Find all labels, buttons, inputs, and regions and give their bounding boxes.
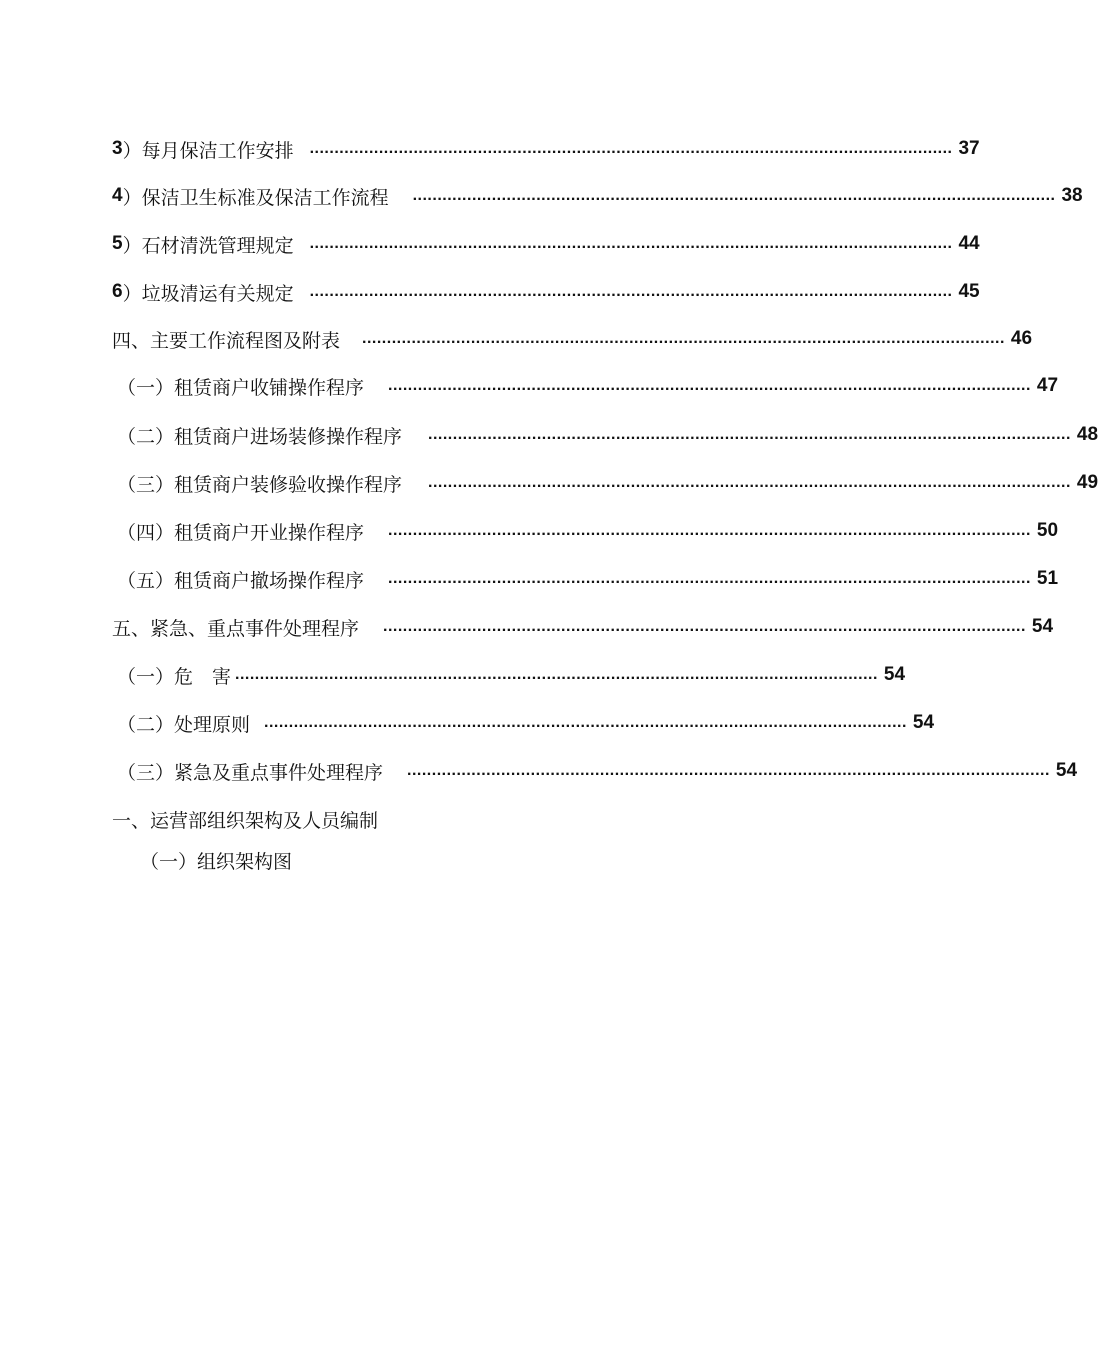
toc-entry[interactable] [117, 660, 906, 690]
toc-entry[interactable] [112, 324, 1033, 354]
toc-entry-label: （四）租赁商户开业操作程序 [117, 521, 365, 544]
toc-entry[interactable] [112, 277, 980, 307]
toc-leader-dots: .................................................................................................................................. [412, 187, 1056, 204]
toc-leader-dots: .................................................................................................................................. [388, 522, 1031, 539]
toc-entry[interactable] [117, 516, 1059, 546]
toc-leader-dots: .................................................................................................................................. [235, 666, 878, 683]
toc-entry[interactable] [117, 371, 1059, 401]
toc-entry[interactable] [117, 468, 1098, 498]
toc-entry-page: 54 [1055, 760, 1078, 781]
toc-entry-number: 5 [112, 233, 123, 254]
toc-leader-dots: .................................................................................................................................. [309, 140, 953, 157]
toc-entry[interactable] [117, 420, 1098, 450]
toc-entry-label: 四、主要工作流程图及附表 [112, 329, 341, 352]
toc-entry-page: 54 [912, 712, 935, 733]
toc-entry-page: 49 [1076, 472, 1098, 493]
toc-entry[interactable] [117, 564, 1059, 594]
toc-leader-dots: .................................................................................................................................. [309, 235, 953, 252]
toc-entry-page: 37 [958, 138, 980, 159]
toc-leader-dots: .................................................................................................................................. [383, 618, 1026, 635]
section-heading: 一、运营部组织架构及人员编制 [112, 810, 379, 832]
toc-entry-label: （五）租赁商户撤场操作程序 [117, 569, 365, 592]
toc-leader-dots: .................................................................................................................................. [309, 283, 953, 300]
toc-entry-page: 46 [1010, 328, 1033, 349]
toc-entry[interactable] [112, 134, 980, 164]
toc-leader-dots: .................................................................................................................................. [362, 330, 1005, 347]
toc-entry-page: 38 [1061, 185, 1083, 206]
toc-entry-label: （三）租赁商户装修验收操作程序 [117, 473, 403, 496]
toc-entry-page: 51 [1036, 568, 1059, 589]
toc-entry-number: 6 [112, 281, 123, 302]
toc-entry-label: 五、紧急、重点事件处理程序 [112, 617, 360, 640]
toc-leader-dots: .................................................................................................................................. [407, 762, 1050, 779]
toc-entry[interactable] [112, 181, 1083, 211]
toc-entry-label: ）保洁卫生标准及保洁工作流程 [122, 186, 389, 209]
toc-leader-dots: .................................................................................................................................. [428, 426, 1071, 443]
toc-leader-dots: .................................................................................................................................. [388, 570, 1031, 587]
toc-entry-number: 4 [112, 185, 123, 206]
toc-leader-dots: .................................................................................................................................. [428, 474, 1071, 491]
toc-entry-page: 54 [1031, 616, 1054, 637]
toc-leader-dots: .................................................................................................................................. [264, 714, 907, 731]
toc-entry-page: 45 [958, 281, 980, 302]
toc-entry[interactable] [117, 756, 1078, 786]
toc-entry-label: ）垃圾清运有关规定 [122, 282, 294, 305]
toc-entry-label: （一）危 害 [117, 665, 232, 688]
toc-entry-label: （三）紧急及重点事件处理程序 [117, 761, 384, 784]
toc-entry-number: 3 [112, 138, 123, 159]
toc-entry-page: 54 [883, 664, 906, 685]
toc-entry[interactable] [117, 708, 935, 738]
sub-heading: （一）组织架构图 [140, 851, 293, 873]
toc-entry-label: ）每月保洁工作安排 [122, 139, 294, 162]
toc-entry-page: 47 [1036, 375, 1059, 396]
toc-entry-label: ）石材清洗管理规定 [122, 234, 294, 257]
toc-entry-label: （二）处理原则 [117, 713, 251, 736]
toc-entry[interactable] [112, 612, 1054, 642]
toc-entry-label: （一）租赁商户收铺操作程序 [117, 376, 365, 399]
toc-entry-label: （二）租赁商户进场装修操作程序 [117, 425, 403, 448]
toc-entry-page: 44 [958, 233, 980, 254]
toc-entry[interactable] [112, 229, 980, 259]
toc-leader-dots: .................................................................................................................................. [388, 377, 1031, 394]
toc-entry-page: 50 [1036, 520, 1059, 541]
toc-entry-page: 48 [1076, 424, 1098, 445]
